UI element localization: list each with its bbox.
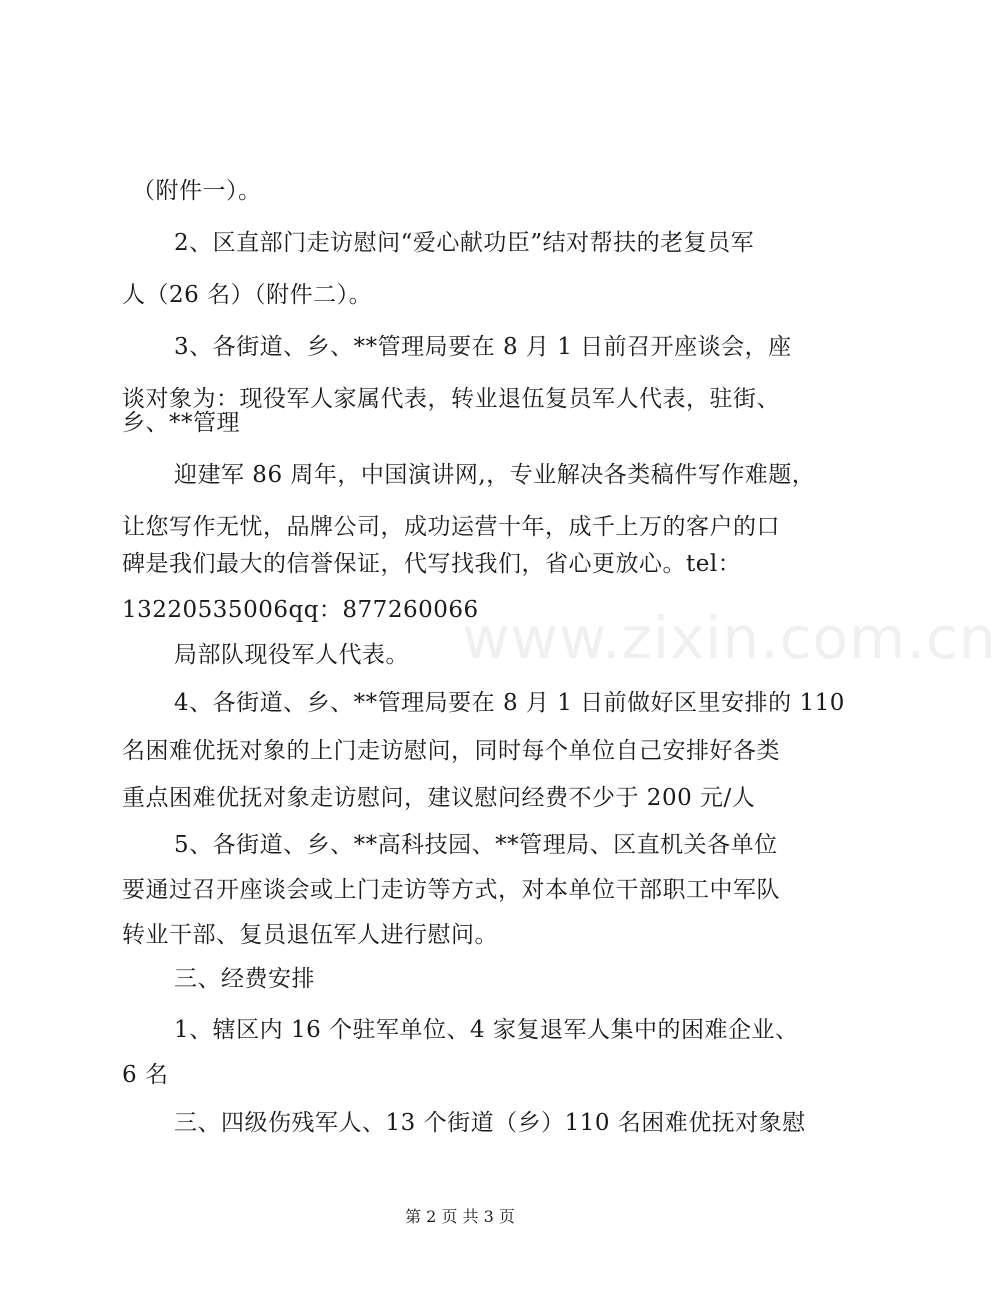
body-line-11: 局部队现役军人代表。 <box>174 642 409 668</box>
body-line-3: 人（26 名）（附件二）。 <box>122 282 373 308</box>
body-line-17: 转业干部、复员退伍军人进行慰问。 <box>122 922 498 948</box>
body-line-6: 乡、**管理 <box>122 410 240 436</box>
body-line-14: 重点困难优抚对象走访慰问，建议慰问经费不少于 200 元/人 <box>122 785 756 811</box>
body-line-10: 13220535006qq：877260066 <box>122 597 479 623</box>
body-line-4: 3、各街道、乡、**管理局要在 8 月 1 日前召开座谈会，座 <box>174 334 792 360</box>
body-line-15: 5、各街道、乡、**高科技园、**管理局、区直机关各单位 <box>174 832 778 858</box>
body-line-5: 谈对象为：现役军人家属代表，转业退伍复员军人代表，驻街、 <box>122 386 780 412</box>
body-line-20: 6 名 <box>122 1062 169 1088</box>
body-line-7: 迎建军 86 周年，中国演讲网,，专业解决各类稿件写作难题， <box>174 462 816 488</box>
body-line-16: 要通过召开座谈会或上门走访等方式，对本单位干部职工中军队 <box>122 877 780 903</box>
body-line-19: 1、辖区内 16 个驻军单位、4 家复退军人集中的困难企业、 <box>174 1017 799 1043</box>
watermark: www.zixin.com.cn <box>462 604 997 672</box>
body-line-18: 三、经费安排 <box>174 966 315 992</box>
body-line-9: 碑是我们最大的信誉保证，代写找我们，省心更放心。tel： <box>122 551 742 577</box>
body-line-21: 三、四级伤残军人、13 个街道（乡）110 名困难优抚对象慰 <box>174 1110 806 1136</box>
body-line-1: （附件一）。 <box>132 178 262 204</box>
body-line-12: 4、各街道、乡、**管理局要在 8 月 1 日前做好区里安排的 110 <box>174 690 845 716</box>
body-line-8: 让您写作无忧，品牌公司，成功运营十年，成千上万的客户的口 <box>122 514 780 540</box>
body-line-13: 名困难优抚对象的上门走访慰问，同时每个单位自己安排好各类 <box>122 738 780 764</box>
page-footer: 第 2 页 共 3 页 <box>405 1207 515 1226</box>
body-line-2: 2、区直部门走访慰问“爱心献功臣”结对帮扶的老复员军 <box>174 230 755 256</box>
